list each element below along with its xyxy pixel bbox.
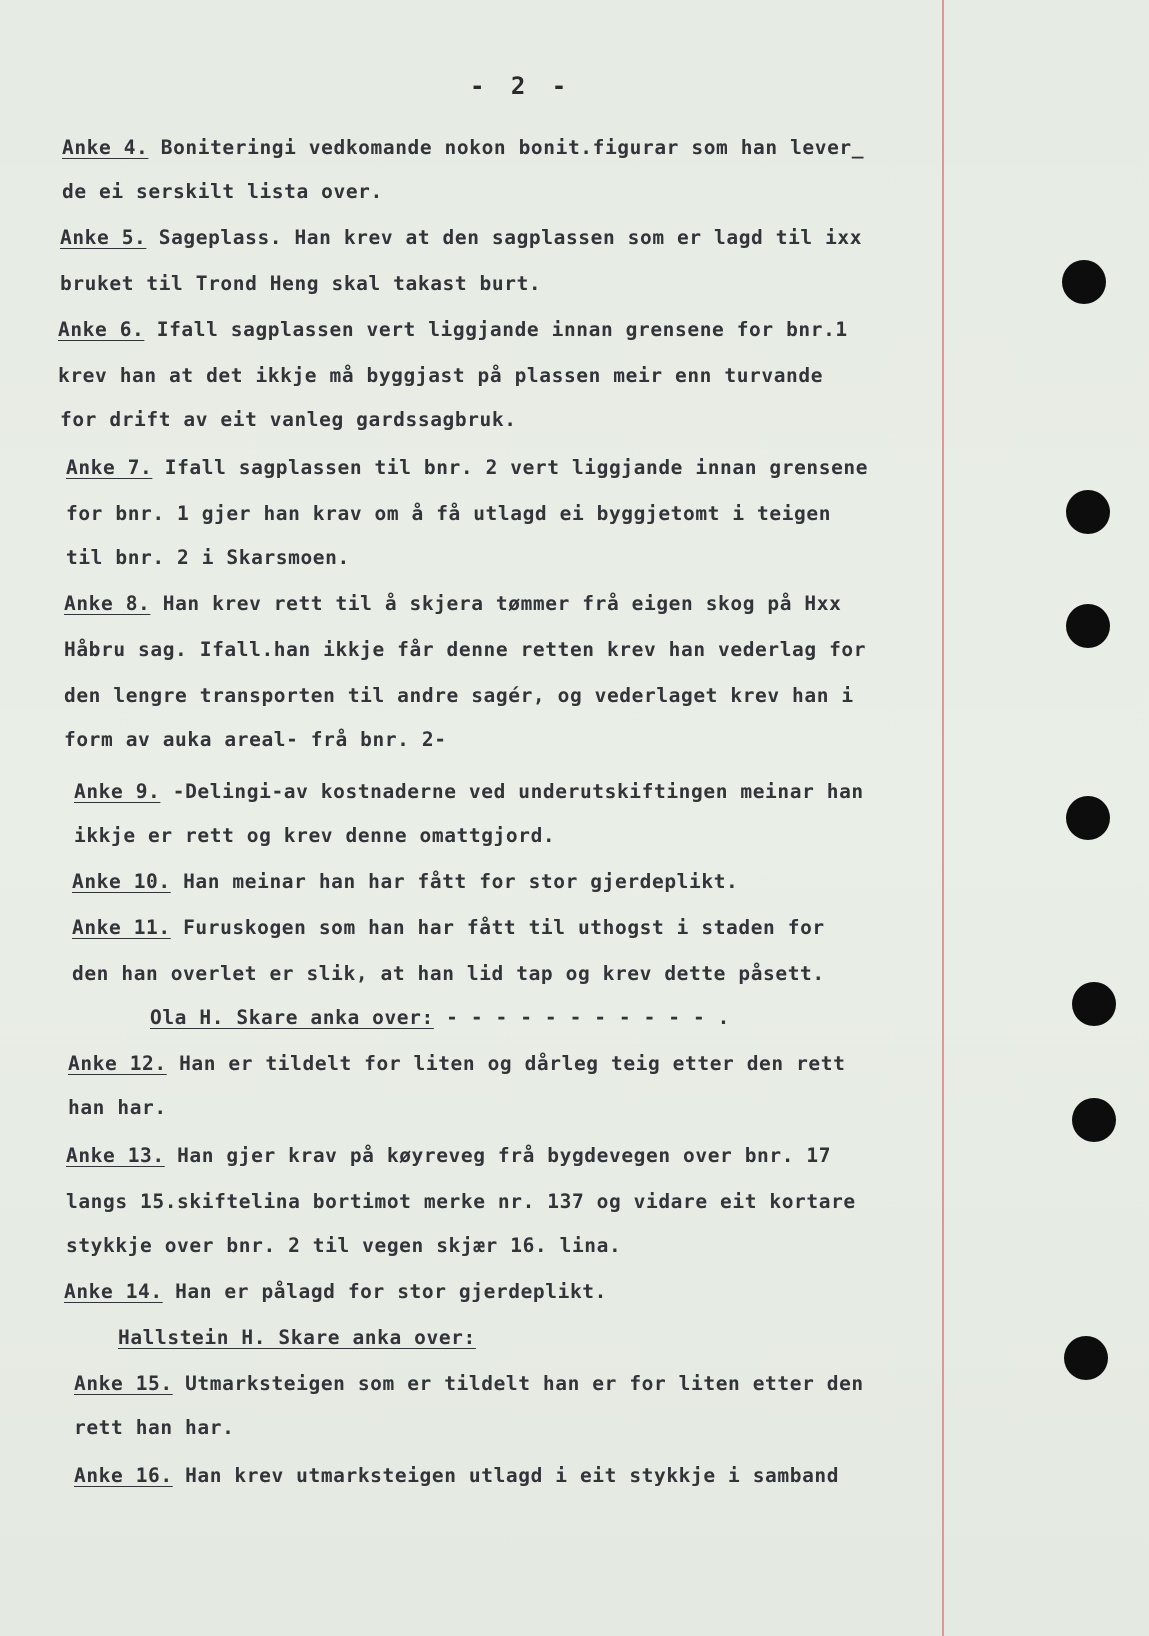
- line-text: langs 15.skiftelina bortimot merke nr. 137 og vidare eit kortare: [66, 1190, 856, 1213]
- line-text: Sageplass. Han krev at den sagplassen som er lagd til ixx: [146, 226, 863, 249]
- line-text: - - - - - - - - - - - .: [433, 1006, 730, 1029]
- text-line: [68, 1096, 167, 1119]
- text-line: [68, 1052, 845, 1075]
- line-text: Han krev rett til å skjera tømmer frå eigen skog på Hxx: [150, 592, 842, 615]
- line-text: til bnr. 2 i Skarsmoen.: [66, 546, 350, 569]
- text-line: [66, 456, 868, 479]
- text-line: [58, 318, 848, 341]
- line-text: Furuskogen som han har fått til uthogst i staden for: [170, 916, 825, 939]
- text-line: [66, 1144, 831, 1167]
- punch-hole: [1066, 604, 1110, 648]
- text-line: [72, 916, 825, 939]
- line-text: de ei serskilt lista over.: [62, 180, 383, 203]
- text-line: [62, 136, 864, 159]
- text-line: [64, 592, 841, 615]
- anke-label: Anke 11.: [72, 916, 171, 939]
- line-text: Utmarksteigen som er tildelt han er for liten etter den: [172, 1372, 864, 1395]
- line-text: ikkje er rett og krev denne omattgjord.: [74, 824, 556, 847]
- line-text: for drift av eit vanleg gardssagbruk.: [60, 408, 517, 431]
- line-text: krev han at det ikkje må byggjast på plassen meir enn turvande: [58, 364, 824, 387]
- anke-label: Anke 13.: [66, 1144, 165, 1167]
- text-line: [66, 546, 350, 569]
- page-number: - 2 -: [470, 72, 573, 100]
- line-text: Han meinar han har fått for stor gjerdeplikt.: [170, 870, 739, 893]
- line-text: Ifall sagplassen til bnr. 2 vert liggjande innan grensene: [152, 456, 869, 479]
- punch-hole: [1066, 796, 1110, 840]
- section-heading: Ola H. Skare anka over:: [150, 1006, 434, 1029]
- anke-label: Anke 15.: [74, 1372, 173, 1395]
- punch-hole: [1072, 1098, 1116, 1142]
- line-text: bruket til Trond Heng skal takast burt.: [60, 272, 542, 295]
- line-text: Han er tildelt for liten og dårleg teig etter den rett: [166, 1052, 846, 1075]
- line-text: den han overlet er slik, at han lid tap og krev dette påsett.: [72, 962, 825, 985]
- text-line: [58, 364, 823, 387]
- text-line: [74, 1372, 864, 1395]
- text-line: [72, 870, 738, 893]
- text-line: [64, 638, 866, 661]
- text-line: [62, 180, 383, 203]
- anke-label: Anke 16.: [74, 1464, 173, 1487]
- text-line: [60, 408, 517, 431]
- line-text: Ifall sagplassen vert liggjande innan grensene for bnr.1: [144, 318, 848, 341]
- anke-label: Anke 12.: [68, 1052, 167, 1075]
- line-text: rett han har.: [74, 1416, 235, 1439]
- line-text: form av auka areal- frå bnr. 2-: [64, 728, 447, 751]
- text-line: [74, 780, 864, 803]
- anke-label: Anke 6.: [58, 318, 145, 341]
- line-text: den lengre transporten til andre sagér, og vederlaget krev han i: [64, 684, 854, 707]
- anke-label: Anke 10.: [72, 870, 171, 893]
- text-line: [66, 1234, 621, 1257]
- anke-label: Anke 8.: [64, 592, 151, 615]
- line-text: Håbru sag. Ifall.han ikkje får denne retten krev han vederlag for: [64, 638, 867, 661]
- text-line: [66, 502, 831, 525]
- anke-label: Anke 9.: [74, 780, 161, 803]
- section-heading: Hallstein H. Skare anka over:: [118, 1326, 476, 1349]
- line-text: Han krev utmarksteigen utlagd i eit stykkje i samband: [172, 1464, 840, 1487]
- anke-label: Anke 5.: [60, 226, 147, 249]
- text-line: [74, 1464, 839, 1487]
- section-heading-line: [118, 1326, 476, 1349]
- punch-hole: [1066, 490, 1110, 534]
- margin-rule: [942, 0, 944, 1636]
- anke-label: Anke 14.: [64, 1280, 163, 1303]
- text-line: [60, 272, 541, 295]
- line-text: for bnr. 1 gjer han krav om å få utlagd ei byggjetomt i teigen: [66, 502, 832, 525]
- text-line: [64, 728, 447, 751]
- anke-label: Anke 4.: [62, 136, 149, 159]
- line-text: Han gjer krav på køyreveg frå bygdevegen over bnr. 17: [164, 1144, 832, 1167]
- line-text: -Delingi-av kostnaderne ved underutskiftingen meinar han: [160, 780, 864, 803]
- anke-label: Anke 7.: [66, 456, 153, 479]
- section-heading-line: [150, 1006, 730, 1029]
- text-line: [60, 226, 862, 249]
- punch-hole: [1072, 982, 1116, 1026]
- text-line: [74, 1416, 234, 1439]
- text-line: [64, 684, 854, 707]
- line-text: Boniteringi vedkomande nokon bonit.figurar som han lever_: [148, 136, 865, 159]
- text-line: [72, 962, 825, 985]
- punch-hole: [1064, 1336, 1108, 1380]
- text-line: [66, 1190, 856, 1213]
- punch-hole: [1062, 260, 1106, 304]
- line-text: Han er pålagd for stor gjerdeplikt.: [162, 1280, 607, 1303]
- text-line: [74, 824, 555, 847]
- line-text: han har.: [68, 1096, 167, 1119]
- text-line: [64, 1280, 607, 1303]
- line-text: stykkje over bnr. 2 til vegen skjær 16. lina.: [66, 1234, 622, 1257]
